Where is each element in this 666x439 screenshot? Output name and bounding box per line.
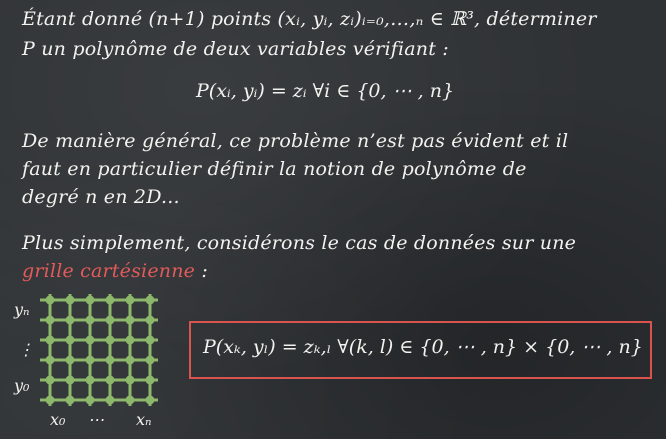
grid-lines bbox=[40, 294, 158, 406]
intro-line-2: P un polynôme de deux variables vérifiant : bbox=[22, 38, 449, 60]
interpolation-formula: P(xᵢ, yᵢ) = zᵢ ∀i ∈ {0, ⋯ , n} bbox=[196, 80, 455, 102]
grid-node bbox=[126, 376, 135, 385]
grid-node bbox=[66, 296, 75, 305]
grid-node bbox=[46, 336, 55, 345]
grid-node bbox=[126, 316, 135, 325]
grid-node bbox=[46, 296, 55, 305]
grid-node bbox=[106, 356, 115, 365]
grid-node bbox=[66, 316, 75, 325]
highlight-cartesian-grid: grille cartésienne bbox=[22, 260, 196, 282]
y-top-label: yₙ bbox=[14, 300, 30, 319]
y-middle-label: ⋮ bbox=[18, 340, 34, 359]
grid-node bbox=[126, 396, 135, 405]
grid-node bbox=[146, 336, 155, 345]
grid-node bbox=[86, 376, 95, 385]
grid-node bbox=[86, 356, 95, 365]
grid-node bbox=[46, 396, 55, 405]
x-right-label: xₙ bbox=[136, 410, 152, 429]
paragraph-1-line-2: faut en particulier définir la notion de polynôme de bbox=[22, 158, 527, 180]
grid-interpolation-formula: P(xₖ, yₗ) = zₖ,ₗ ∀(k, l) ∈ {0, ⋯ , n} × {0, ⋯ , n} bbox=[203, 336, 643, 358]
paragraph-1-line-1: De manière général, ce problème n’est pas évident et il bbox=[22, 130, 569, 152]
intro-line-1: Étant donné (n+1) points (xᵢ, yᵢ, zᵢ)ᵢ₌₀,…,ₙ ∈ ℝ³, déterminer bbox=[22, 8, 597, 30]
grid-node bbox=[106, 376, 115, 385]
grid-node bbox=[66, 336, 75, 345]
grid-node bbox=[66, 356, 75, 365]
grid-node bbox=[86, 336, 95, 345]
grid-node bbox=[46, 376, 55, 385]
paragraph-2-line-2 bbox=[22, 260, 208, 282]
grid-node bbox=[46, 356, 55, 365]
grid-node bbox=[146, 376, 155, 385]
grid-node bbox=[126, 356, 135, 365]
x-middle-label: ⋯ bbox=[88, 410, 104, 429]
grid-node bbox=[46, 316, 55, 325]
grid-node bbox=[86, 396, 95, 405]
y-bottom-label: y₀ bbox=[14, 376, 30, 395]
grid-nodes bbox=[46, 296, 155, 405]
grid-node bbox=[126, 336, 135, 345]
grid-node bbox=[86, 316, 95, 325]
grid-node bbox=[146, 316, 155, 325]
grid-node bbox=[106, 316, 115, 325]
paragraph-1-line-3: degré n en 2D... bbox=[22, 186, 180, 208]
grid-node bbox=[126, 296, 135, 305]
paragraph-2-colon: : bbox=[195, 260, 208, 282]
paragraph-2-line-1: Plus simplement, considérons le cas de données sur une bbox=[22, 232, 577, 254]
grid-node bbox=[66, 376, 75, 385]
grid-node bbox=[106, 336, 115, 345]
grid-node bbox=[106, 296, 115, 305]
grid-node bbox=[66, 396, 75, 405]
grid-node bbox=[106, 396, 115, 405]
grid-node bbox=[146, 356, 155, 365]
grid-node bbox=[146, 396, 155, 405]
x-left-label: x₀ bbox=[50, 410, 66, 429]
grid-node bbox=[86, 296, 95, 305]
grid-node bbox=[146, 296, 155, 305]
